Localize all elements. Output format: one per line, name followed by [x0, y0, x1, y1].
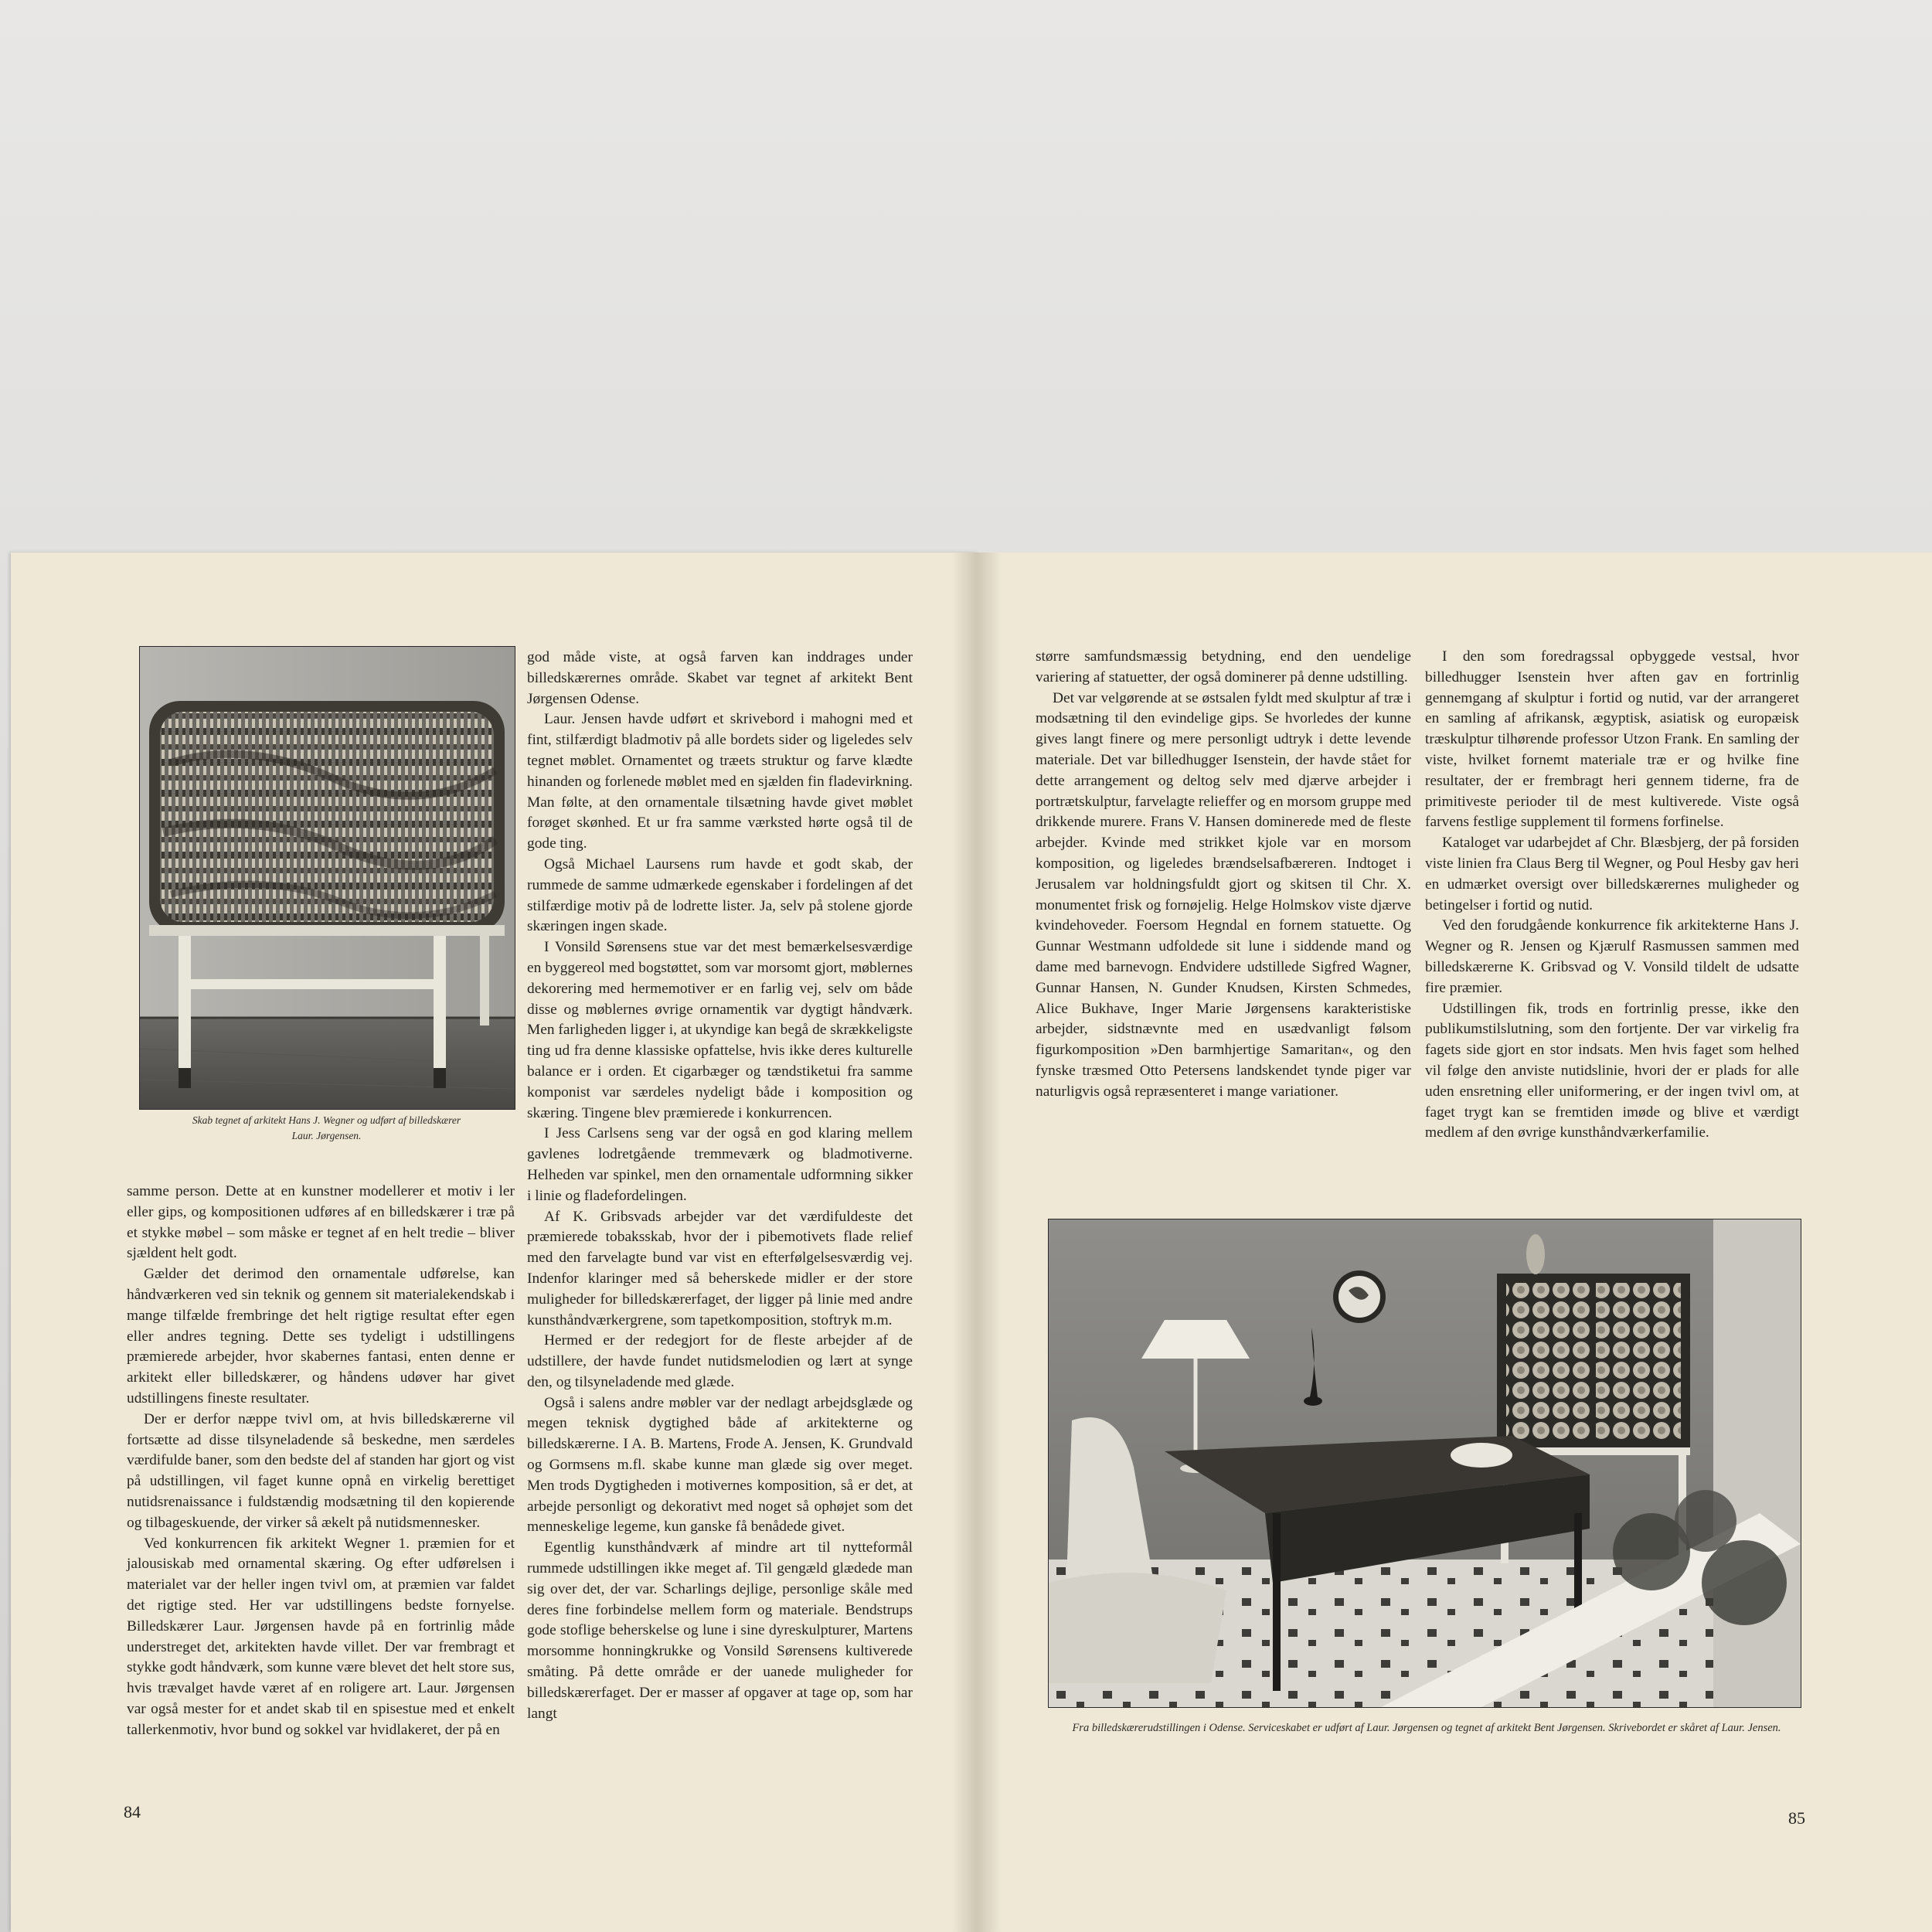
- paragraph: Af K. Gribsvads arbejder var det værdifuldeste det præmierede tobaksskab, hvor der i pibemotivets flade relief med den farvelagte bund var vist en efterfølgelsesværdig vej. Indenfor klaringer med så beherskede midler er der store muligheder for billedskærerfaget, der ligger på linie med andre kunsthåndværkergrene, som tapetkomposition, stoftryk m.m.: [527, 1208, 913, 1328]
- left-page-column-2: [527, 648, 913, 1724]
- cabinet-illustration: [140, 647, 515, 1109]
- paragraph: Laur. Jensen havde udført et skrivebord i mahogni med et fint, stilfærdigt bladmotiv på alle bordets sider og ligeledes selv tegnet møblet. Ornamentet og træets struktur og farve klædte hinanden og forlenede møblet med en sjælden fin fladevirkning. Man følte, at den ornamentale tilsætning havde givet møblet forøget skønhed. Et ur fra samme værksted hørte også til de gode ting.: [527, 711, 913, 852]
- paragraph: Gælder det derimod den ornamentale udførelse, kan håndværkeren ved sin teknik og gennem sit materialekendskab i mange tilfælde frembringe det helt rigtige resultat efter egen eller andres tegning. Dette ses tydeligt i udstillingens præmierede arbejder, hvor skabernes fantasi, enten denne er arkitekt eller billedskærer, og håndens udøver har givet udstillingens fineste resultater.: [127, 1266, 515, 1406]
- paragraph: Hermed er der redegjort for de fleste arbejder af de udstillere, der havde fundet nutidsmelodien og lært at synge den, og tilsyneladende med glæde.: [527, 1332, 913, 1390]
- right-page-column-2: [1425, 647, 1799, 1144]
- paragraph: Ved konkurrencen fik arkitekt Wegner 1. præmien for et jalousiskab med ornamental skæring. Og efter udførelsen i materialet var der heller ingen tvivl om, at præmien var faldet det rigtige sted. Her var udstillingens bedste fornyelse. Billedskærer Laur. Jørgensen havde på en fortrinlig måde understreget det, arkitekten havde villet. Der var frembragt et stykke godt håndværk, som kunne være blevet det helt store sus, hvis trævalget havde været af en roligere art. Laur. Jørgensen var også mester for et andet skab til en spisestue med et enkelt tallerkenmotiv, hvor bund og sokkel var hvidlakeret, der på en: [127, 1535, 515, 1738]
- caption-line-1: Skab tegnet af arkitekt Hans J. Wegner og udført af billedskærer: [192, 1114, 461, 1126]
- paragraph: Også i salens andre møbler var der nedlagt arbejdsglæde og megen teknisk dygtighed både af arkitekterne og billedskærerne. I A. B. Martens, Frode A. Jensen, K. Grundvald og Gormsens m.fl. skabe kunne man glæde sig over meget. Men trods Dygtigheden i motivernes komposition, så er det, at arbejde personligt og dekorativt med noget så ophøjet som det menneskelige legeme, kun ganske få benådede givet.: [527, 1394, 913, 1536]
- paragraph: Det var velgørende at se østsalen fyldt med skulptur af træ i modsætning til den evindelige gips. Se hvorledes der kunne gives langt finere og mere personligt udtryk i dette levende materiale. Det var billedhugger Isenstein, der havde stået for dette arrangement og deltog selv med djærve arbejder i portrætskulptur, farvelagte relieffer og en morsom gruppe med drikkende murere. Frans V. Hansen dominerede med de fleste arbejder. Kvinde med strikket kjole var en morsom komposition, og ligeledes brændselsafbæreren. Indtoget i Jerusalem var holdningsfuldt gjort og skitsen til Chr. X. monumentet frisk og fornøjelig. Helge Holmskov viste djærve kvindehoveder. Foersom Hegndal en fornem statuette. Og Gunnar Westmann udfoldede sit lune i siddende mand og dame med barnevogn. Endvidere udstillede Sigfred Wagner, Gunnar Hansen, N. Gunder Knudsen, Kirsten Schmedes, Alice Bukhave, Inger Marie Jørgensens karakteristiske arbejder, sidstnævnte med en usædvanligt følsom figurkomposition »Den barmhjertige Samaritan«, og den fynske træsmed Otto Petersens landskendet tynde piger var naturligvis også repræsenteret i mange variationer.: [1036, 689, 1411, 1100]
- caption-line-2: Laur. Jørgensen.: [291, 1130, 362, 1141]
- paragraph: I den som foredragssal opbyggede vestsal, hvor billedhugger Isenstein hver aften gav en fortrinlig gennemgang af skulptur i fortid og nutid, var der arrangeret en samling af afrikansk, ægyptisk, asiatisk og europæisk træskulptur tilhørende professor Utzon Frank. En samling der viste, hvilket fornemt materiale træ er og hvilke fine resultater, der er frembragt heri gennem tiderne, fra de primitiveste perioder til de mest kultiverede. Viste også farvens festlige supplement til formens forfinelse.: [1425, 648, 1799, 831]
- paragraph: større samfundsmæssig betydning, end den uendelige variering af statuetter, der også dominerer på denne udstilling.: [1036, 648, 1411, 685]
- right-page-column-1: [1036, 647, 1411, 1103]
- cabinet-photo: [139, 646, 515, 1110]
- paragraph: god måde viste, at også farven kan inddrages under billedskærernes område. Skabet var tegnet af arkitekt Bent Jørgensen Odense.: [527, 649, 913, 707]
- left-page-column-1: [127, 1182, 515, 1741]
- cabinet-photo-caption: [139, 1113, 514, 1144]
- paragraph: Kataloget var udarbejdet af Chr. Blæsbjerg, der på forsiden viste linien fra Claus Berg til Wegner, og Poul Hesby gav heri en udmærket oversigt over billedskærernes muligheder og betingelser i fortid og nutid.: [1425, 835, 1799, 913]
- paragraph: Ved den forudgående konkurrence fik arkitekterne Hans J. Wegner og R. Jensen og Kjærulf Rasmussen sammen med billedskærerne K. Gribsvad og V. Vonsild tildelt de udsatte fire præmier.: [1425, 917, 1799, 996]
- paragraph: I Vonsild Sørensens stue var det mest bemærkelsesværdige en byggereol med bogstøttet, som var morsomt gjort, møblernes dekorering med hermemotiver er en farlig vej, selv om både disse og møblernes øvrige ornamentik var dygtigt håndværk. Men farligheden ligger i, at ukyndige kan begå de skrækkeligste ting ud fra denne klassiske opfattelse, hvis ikke deres kulturelle balance er i orden. Et cigarbæger og tændstiketui fra samme komponist var særdeles nydeligt både i komposition og skæring. Tingene blev præmierede i konkurrencen.: [527, 939, 913, 1121]
- page-number: 85: [1788, 1808, 1805, 1828]
- exhibition-photo: [1048, 1219, 1801, 1708]
- paragraph: samme person. Dette at en kunstner modellerer et motiv i ler eller gips, og kompositionen udføres af en billedskærer i træ på et stykke møbel – som måske er tegnet af en helt tredie – bliver sjældent helt godt.: [127, 1183, 515, 1262]
- paragraph: Også Michael Laursens rum havde et godt skab, der rummede de samme udmærkede egenskaber i fordelingen af det stilfærdige motiv på de lodrette lister. Ja, selv på stolene gjorde skæringen ingen skade.: [527, 855, 913, 935]
- exhibition-photo-caption: Fra billedskærerudstillingen i Odense. Serviceskabet er udført af Laur. Jørgensen og tegnet af arkitekt Bent Jørgensen. Skrivebordet er skåret af Laur. Jensen.: [1072, 1722, 1781, 1734]
- exhibition-illustration: [1049, 1219, 1801, 1707]
- page-number: 84: [124, 1802, 141, 1821]
- paragraph: Der er derfor næppe tvivl om, at hvis billedskærerne vil fortsætte ad disse tilsyneladende så beskedne, men særdeles værdifulde baner, som den bedste del af standen har gjort og vist på udstillingen, vil faget kunne opnå en virkelig berettiget nutidsrenaissance i fuldstændig modsætning til den kopierende og tilbageskuende, der virker så ækelt på nutidsmennesker.: [127, 1410, 515, 1531]
- paragraph: Udstillingen fik, trods en fortrinlig presse, ikke den publikumstilslutning, som den fortjente. Der var virkelig fra fagets side gjort en stor indsats. Men hvis faget som helhed vil følge den anviste nutidslinie, hvori der er plads for alle uden ensretning eller uniformering, er der ingen tvivl om, at faget trygt kan se fremtiden imøde og blive et værdigt medlem af den øvrige kunsthåndværkerfamilie.: [1425, 1000, 1799, 1141]
- left-page: [11, 553, 978, 1932]
- paragraph: I Jess Carlsens seng var der også en god klaring mellem gavlenes lodretgående tremmeværk og bladmotiverne. Helheden var spinkel, men den ornamentale udformning sikker i linie og fladefordelingen.: [527, 1125, 913, 1204]
- paragraph: Egentlig kunsthåndværk af mindre art til nytteformål rummede udstillingen ikke meget af. Til gengæld glædede man sig over det, der var. Scharlings dejlige, personlige skåle med deres fine forbindelse mellem form og materiale. Bendstrups gode stoflige beherskelse og lune i sine dyreskulpturer, Martens morsomme honningkrukke og Vonsild Sørensens kultiverede småting. På dette område er der uanede muligheder for billedskærerfaget. Der er masser af opgaver at tage op, som har langt: [527, 1539, 913, 1722]
- right-page: [978, 553, 1932, 1932]
